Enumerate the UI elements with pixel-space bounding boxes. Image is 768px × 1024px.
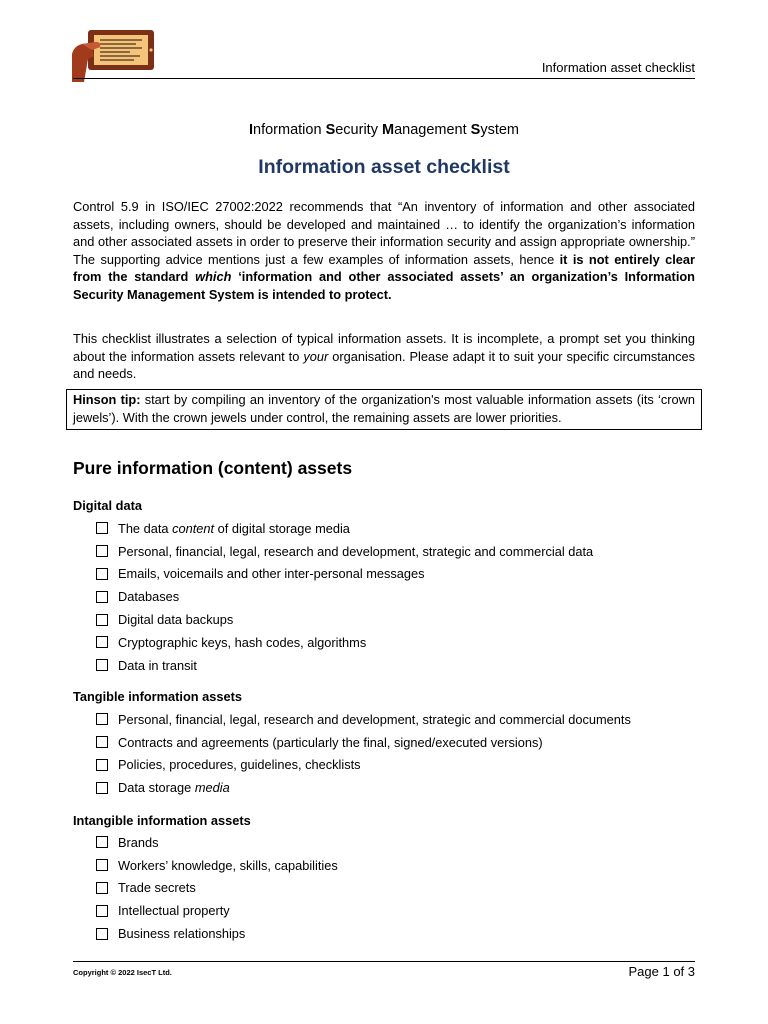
list-item — [96, 708, 631, 731]
checkbox[interactable] — [96, 736, 108, 748]
item-label: Data in transit — [118, 657, 197, 673]
checkbox[interactable] — [96, 759, 108, 771]
item-label: The data content of digital storage media — [118, 520, 350, 536]
intro-paragraph-1: Control 5.9 in ISO/IEC 27002:2022 recommends that “An inventory of information and other associated assets, including owners, should be developed and maintained … to identify the organization’s information and other associated assets in order to preserve their information security and assign appropriate ownership.” The supporting advice mentions just a few examples of information assets, hence it is not entirely clear from the standard which ‘information and other associated assets’ an organization’s Information Security Management System is intended to protect. — [73, 199, 696, 302]
tablet-hand-logo — [70, 26, 160, 82]
item-label: Personal, financial, legal, research and development, strategic and commercial data — [118, 543, 594, 559]
item-label: Personal, financial, legal, research and development, strategic and commercial documents — [118, 711, 631, 727]
list-item — [96, 731, 631, 754]
item-label: Trade secrets — [118, 880, 196, 896]
list-item — [96, 922, 338, 945]
list-item — [96, 654, 593, 677]
page-number: Page 1 of 3 — [628, 964, 695, 979]
header-rule — [73, 78, 695, 79]
item-label: Databases — [118, 589, 180, 605]
checkbox[interactable] — [96, 568, 108, 580]
item-label: Intellectual property — [118, 903, 230, 919]
list-item — [96, 631, 593, 654]
intangible-assets-heading: Intangible information assets — [73, 813, 251, 828]
running-header-title: Information asset checklist — [541, 60, 695, 75]
checkbox[interactable] — [96, 522, 108, 534]
item-label: Digital data backups — [118, 612, 234, 628]
checkbox[interactable] — [96, 614, 108, 626]
copyright-notice: Copyright © 2022 IsecT Ltd. — [73, 968, 172, 977]
checkbox[interactable] — [96, 636, 108, 648]
checkbox[interactable] — [96, 659, 108, 671]
section-heading: Pure information (content) assets — [73, 458, 353, 478]
digital-data-heading: Digital data — [73, 498, 142, 513]
item-label: Data storage media — [118, 780, 230, 796]
item-label: Business relationships — [118, 926, 246, 942]
list-item — [96, 854, 338, 877]
list-item — [96, 563, 593, 586]
checkbox[interactable] — [96, 905, 108, 917]
checkbox[interactable] — [96, 836, 108, 848]
item-label: Brands — [118, 834, 159, 850]
list-item — [96, 517, 593, 540]
isms-title: Information Security Management System — [248, 122, 520, 138]
checkbox[interactable] — [96, 591, 108, 603]
checkbox[interactable] — [96, 713, 108, 725]
intro-paragraph-2: This checklist illustrates a selection of typical information assets. It is incomplete, a prompt set you thinking about the information assets relevant to your organisation. Please adapt it to suit your specific circumstances and needs. — [73, 331, 695, 382]
digital-data-list — [96, 517, 593, 677]
item-label: Emails, voicemails and other inter-personal messages — [118, 566, 425, 582]
list-item — [96, 754, 631, 777]
list-item — [96, 585, 593, 608]
tip-text: start by compiling an inventory of the organization's most valuable information assets (its ‘crown jewels’). With the crown jewels under control, the remaining assets are lower priorities. — [73, 392, 695, 425]
list-item — [96, 899, 338, 922]
tangible-assets-heading: Tangible information assets — [73, 689, 242, 704]
document-title: Information asset checklist — [258, 156, 510, 178]
list-item — [96, 877, 338, 900]
tip-label: Hinson tip: — [73, 392, 141, 407]
checkbox[interactable] — [96, 928, 108, 940]
checkbox[interactable] — [96, 882, 108, 894]
footer-rule — [73, 961, 695, 962]
intangible-assets-list — [96, 831, 338, 945]
list-item — [96, 608, 593, 631]
tangible-assets-list — [96, 708, 631, 799]
checkbox[interactable] — [96, 545, 108, 557]
item-label: Workers’ knowledge, skills, capabilities — [118, 857, 338, 873]
checkbox[interactable] — [96, 859, 108, 871]
list-item — [96, 776, 631, 799]
list-item — [96, 540, 593, 563]
hinson-tip-box — [66, 389, 702, 430]
item-label: Contracts and agreements (particularly the final, signed/executed versions) — [118, 734, 543, 750]
item-label: Cryptographic keys, hash codes, algorithms — [118, 634, 367, 650]
item-label: Policies, procedures, guidelines, checklists — [118, 757, 361, 773]
list-item — [96, 831, 338, 854]
checkbox[interactable] — [96, 782, 108, 794]
